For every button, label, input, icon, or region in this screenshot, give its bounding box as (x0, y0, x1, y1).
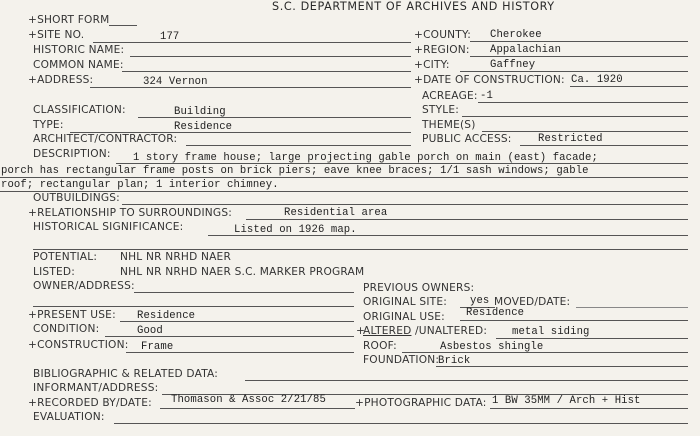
acreage-label: ACREAGE: (422, 90, 478, 102)
style-line (462, 116, 688, 117)
historical-significance-line (208, 235, 688, 236)
condition-value: Good (137, 325, 163, 337)
address-label: +ADDRESS: (28, 74, 94, 86)
city-value: Gaffney (490, 59, 536, 71)
outbuildings-line (122, 204, 688, 205)
relationship-label: +RELATIONSHIP TO SURROUNDINGS: (28, 207, 233, 219)
previous-owners-label: PREVIOUS OWNERS: (363, 282, 475, 294)
region-line (470, 56, 688, 57)
roof-label: ROOF: (363, 340, 397, 352)
unaltered-label: /UNALTERED: (415, 325, 488, 337)
foundation-value: Brick (438, 355, 471, 367)
county-line (470, 41, 688, 42)
construction-line (126, 352, 354, 353)
description-line-2: porch has rectangular frame posts on brick piers; eave knee braces; 1/1 sash windows; gable (1, 165, 589, 177)
potential-options: NHL NR NRHD NAER (120, 251, 232, 263)
architect-line (186, 145, 411, 146)
public-access-value: Restricted (538, 133, 603, 145)
altered-prefix: + (356, 325, 366, 337)
relationship-value: Residential area (284, 207, 388, 219)
date-of-construction-line (570, 86, 688, 87)
roof-line (402, 352, 688, 353)
classification-value: Building (174, 106, 226, 118)
construction-label: +CONSTRUCTION: (28, 339, 129, 351)
historic-name-label: HISTORIC NAME: (33, 44, 125, 56)
site-no-label: +SITE NO. (28, 29, 85, 41)
style-label: STYLE: (422, 104, 460, 116)
region-label: +REGION: (414, 44, 470, 56)
altered-label: ALTERED (363, 325, 412, 337)
potential-label: POTENTIAL: (33, 251, 98, 263)
owner-address-line (134, 292, 354, 293)
listed-options: NHL NR NRHD NAER S.C. MARKER PROGRAM (120, 266, 365, 278)
description-line-3: roof; rectangular plan; 1 interior chimney. (1, 179, 279, 191)
classification-label: CLASSIFICATION: (33, 104, 126, 116)
photographic-data-label: +PHOTOGRAPHIC DATA: (355, 397, 487, 409)
type-value: Residence (174, 121, 233, 133)
acreage-line (478, 102, 688, 103)
altered-line (496, 338, 688, 339)
address-value: 324 Vernon (143, 76, 208, 88)
recorded-by-line (160, 408, 355, 409)
photographic-data-line (490, 408, 688, 409)
short-form-label: +SHORT FORM (28, 14, 110, 26)
construction-value: Frame (141, 341, 174, 353)
theme-line (482, 131, 688, 132)
city-line (460, 71, 688, 72)
acreage-value: -1 (480, 90, 493, 102)
foundation-line (436, 366, 688, 367)
moved-date-label: MOVED/DATE: (494, 296, 571, 308)
card-title: S.C. DEPARTMENT OF ARCHIVES AND HISTORY (272, 0, 555, 13)
site-no-value: 177 (160, 31, 180, 43)
description-rule-2 (0, 177, 688, 178)
site-no-line (93, 42, 411, 43)
historic-name-line (130, 56, 411, 57)
present-use-line (120, 321, 354, 322)
county-label: +COUNTY: (414, 29, 471, 41)
type-label: TYPE: (33, 119, 64, 131)
classification-line (138, 117, 411, 118)
public-access-label: PUBLIC ACCESS: (422, 133, 512, 145)
evaluation-label: EVALUATION: (33, 411, 105, 423)
original-site-value: yes (470, 295, 490, 307)
relationship-line (246, 219, 688, 220)
region-value: Appalachian (490, 44, 562, 56)
theme-label: THEME(S) (422, 119, 476, 131)
common-name-label: COMMON NAME: (33, 59, 124, 71)
short-form-line (109, 25, 137, 26)
original-site-label: ORIGINAL SITE: (363, 296, 447, 308)
photographic-data-value: 1 BW 35MM / Arch + Hist (492, 395, 641, 407)
altered-value: metal siding (512, 326, 590, 338)
county-value: Cherokee (490, 29, 542, 41)
original-use-line (460, 320, 688, 321)
historical-significance-label: HISTORICAL SIGNIFICANCE: (33, 221, 184, 233)
outbuildings-label: OUTBUILDINGS: (33, 192, 120, 204)
recorded-by-value: Thomason & Assoc 2/21/85 (171, 394, 326, 406)
recorded-by-label: +RECORDED BY/DATE: (28, 397, 152, 409)
evaluation-line (114, 423, 688, 424)
condition-line (105, 336, 354, 337)
listed-label: LISTED: (33, 266, 76, 278)
owner-address-label: OWNER/ADDRESS: (33, 280, 135, 292)
date-of-construction-value: Ca. 1920 (571, 74, 623, 86)
owner-address-line-2 (33, 306, 354, 307)
description-line-1: 1 story frame house; large projecting gable porch on main (east) facade; (133, 152, 598, 164)
description-rule-1 (116, 163, 688, 164)
informant-label: INFORMANT/ADDRESS: (33, 382, 159, 394)
roof-value: Asbestos shingle (440, 341, 544, 353)
address-line (90, 87, 411, 88)
bibliographic-label: BIBLIOGRAPHIC & RELATED DATA: (33, 368, 219, 380)
foundation-label: FOUNDATION: (363, 354, 440, 366)
historical-significance-line-2 (33, 249, 688, 250)
condition-label: CONDITION: (33, 323, 100, 335)
original-use-value: Residence (466, 307, 525, 319)
city-label: +CITY: (414, 59, 450, 71)
original-use-label: ORIGINAL USE: (363, 311, 445, 323)
architect-label: ARCHITECT/CONTRACTOR: (33, 133, 178, 145)
present-use-value: Residence (137, 310, 196, 322)
present-use-label: +PRESENT USE: (28, 309, 116, 321)
description-label: DESCRIPTION: (33, 148, 111, 160)
date-of-construction-label: +DATE OF CONSTRUCTION: (414, 74, 565, 86)
moved-date-line (576, 307, 688, 308)
historical-significance-value: Listed on 1926 map. (234, 224, 357, 236)
public-access-line (520, 145, 688, 146)
common-name-line (122, 71, 411, 72)
bibliographic-line (245, 380, 688, 381)
